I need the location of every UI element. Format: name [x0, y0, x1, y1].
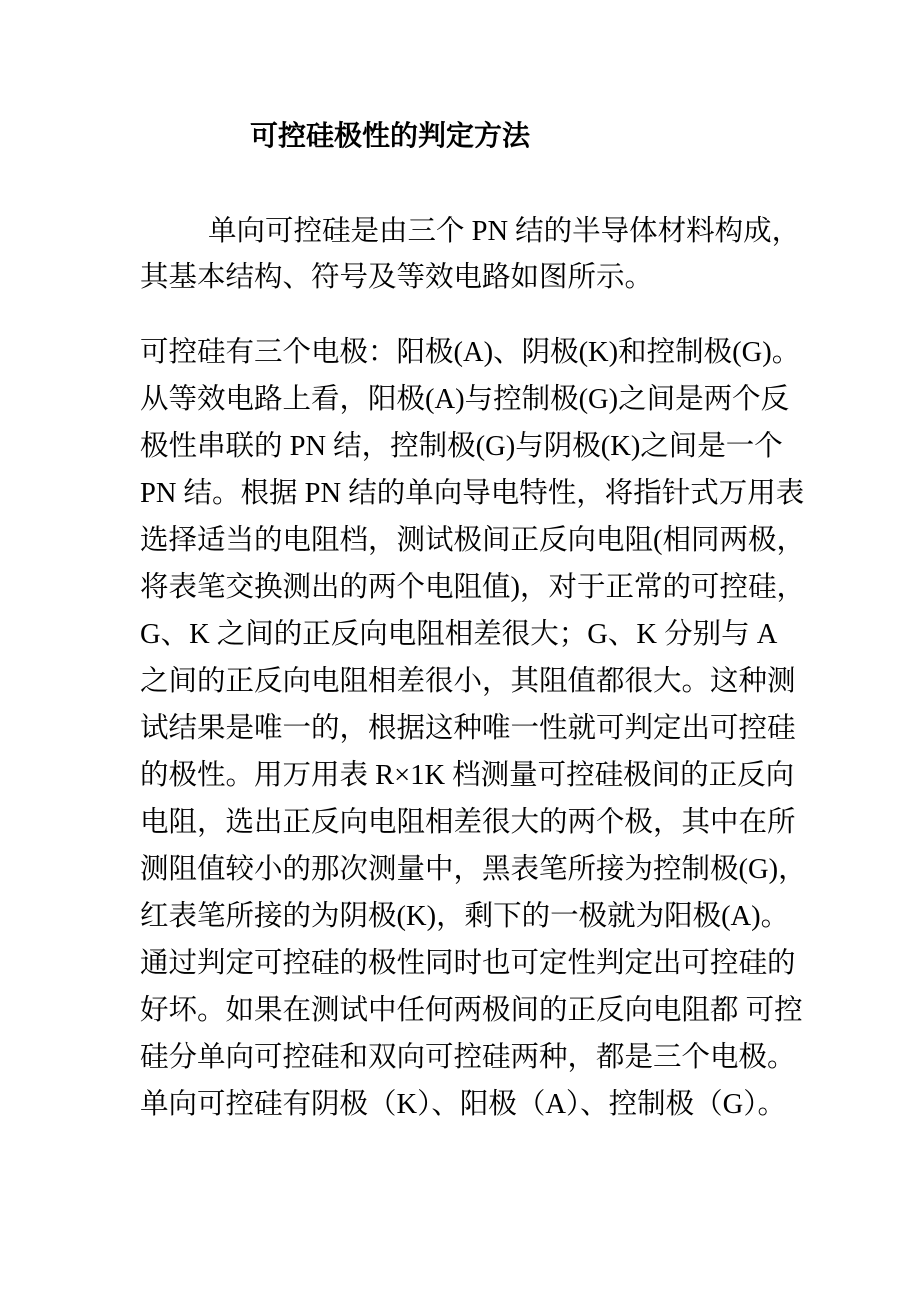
text-line: 之间的正反向电阻相差很小，其阻值都很大。这种测 [140, 666, 796, 697]
text-line: 单向可控硅是由三个 PN 结的半导体材料构成， [208, 216, 801, 247]
text-line: 从等效电路上看，阳极(A)与控制极(G)之间是两个反 [140, 384, 790, 415]
text-line: 硅分单向可控硅和双向可控硅两种，都是三个电极。 [140, 1042, 796, 1073]
paragraph-body [140, 329, 820, 1128]
text-line: PN 结。根据 PN 结的单向导电特性，将指针式万用表 [140, 478, 805, 509]
text-line: 可控硅有三个电极：阳极(A)、阴极(K)和控制极(G)。 [140, 337, 801, 368]
text-line: 其基本结构、符号及等效电路如图所示。 [140, 262, 654, 293]
text-line: 选择适当的电阻档，测试极间正反向电阻(相同两极， [140, 525, 805, 556]
text-line: 红表笔所接的为阴极(K)，剩下的一极就为阳极(A)。 [140, 901, 790, 932]
text-line: 单向可控硅有阴极（K）、阳极（A）、控制极（G）。 [140, 1089, 786, 1120]
text-line: 试结果是唯一的，根据这种唯一性就可判定出可控硅 [140, 713, 796, 744]
document-title: 可控硅极性的判定方法 [250, 121, 531, 152]
text-line: 的极性。用万用表 R×1K 档测量可控硅极间的正反向 [140, 760, 795, 791]
text-line: G、K 之间的正反向电阻相差很大；G、K 分别与 A [140, 619, 778, 650]
text-line: 将表笔交换测出的两个电阻值)，对于正常的可控硅， [140, 572, 805, 603]
text-line: 好坏。如果在测试中任何两极间的正反向电阻都 可控 [140, 995, 803, 1026]
text-line: 极性串联的 PN 结，控制极(G)与阴极(K)之间是一个 [140, 431, 783, 462]
paragraph-intro [140, 209, 800, 301]
text-line: 测阻值较小的那次测量中，黑表笔所接为控制极(G)， [140, 854, 807, 885]
text-line: 通过判定可控硅的极性同时也可定性判定出可控硅的 [140, 948, 796, 979]
text-line: 电阻，选出正反向电阻相差很大的两个极，其中在所 [140, 807, 796, 838]
